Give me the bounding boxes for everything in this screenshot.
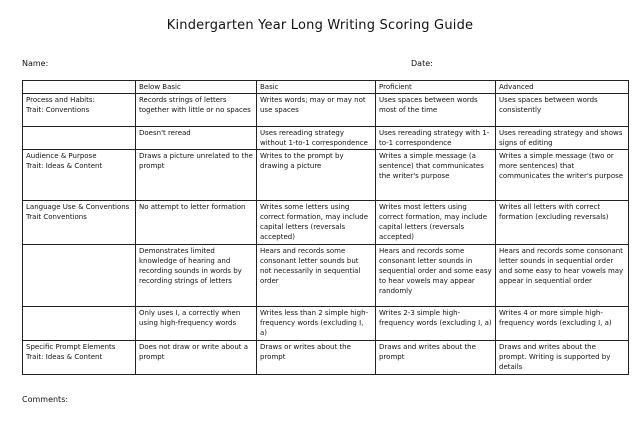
table-cell: Hears and records some consonant letter sounds in sequential order and some easy to hear vowels may appear randomly [376, 245, 496, 307]
table-row [23, 94, 629, 127]
table-cell: Writes words; may or may not use spaces [257, 94, 376, 127]
table-cell: Uses rereading strategy with 1-to-1 correspondence [376, 127, 496, 150]
table-cell: Writes most letters using correct formation, may include capital letters (reversals accepted) [376, 201, 496, 245]
row-label [23, 127, 136, 150]
table-cell: Hears and records some consonant letter sounds but not necessarily in sequential order [257, 245, 376, 307]
header-cell [23, 81, 136, 94]
table-row [23, 150, 629, 201]
table-cell: No attempt to letter formation [136, 201, 257, 245]
table-cell: Hears and records some consonant letter sounds in sequential order and some easy to hear vowels may appear in sequential order [496, 245, 629, 307]
table-row [23, 245, 629, 307]
table-cell: Uses spaces between words consistently [496, 94, 629, 127]
table-cell: Writes some letters using correct formation, may include capital letters (reversals accepted) [257, 201, 376, 245]
header-cell-basic: Basic [257, 81, 376, 94]
table-cell: Draws or writes about the prompt [257, 341, 376, 375]
row-label: Process and Habits: Trait: Conventions [23, 94, 136, 127]
page-title: Kindergarten Year Long Writing Scoring Guide [166, 18, 474, 33]
row-label [23, 307, 136, 341]
date-label: Date: [411, 59, 433, 68]
table-cell: Draws and writes about the prompt. Writing is supported by details [496, 341, 629, 375]
table-cell: Only uses I, a correctly when using high-frequency words [136, 307, 257, 341]
table-cell: Draws a picture unrelated to the prompt [136, 150, 257, 201]
table-cell: Records strings of letters together with little or no spaces [136, 94, 257, 127]
name-label: Name: [22, 59, 49, 68]
scoring-rubric-table [22, 80, 629, 375]
row-label: Specific Prompt Elements Trait: Ideas & Content [23, 341, 136, 375]
table-cell: Doesn't reread [136, 127, 257, 150]
header-row [23, 81, 629, 94]
comments-label: Comments: [22, 395, 69, 404]
header-cell-below-basic: Below Basic [136, 81, 257, 94]
table-row [23, 307, 629, 341]
table-cell: Uses rereading strategy without 1-to-1 correspondence [257, 127, 376, 150]
row-label: Audience & Purpose Trait: Ideas & Content [23, 150, 136, 201]
table-cell: Uses rereading strategy and shows signs of editing [496, 127, 629, 150]
table-cell: Writes less than 2 simple high-frequency words (excluding I, a) [257, 307, 376, 341]
table-cell: Writes all letters with correct formation (excluding reversals) [496, 201, 629, 245]
header-cell-proficient: Proficient [376, 81, 496, 94]
row-label [23, 245, 136, 307]
table-cell: Writes to the prompt by drawing a picture [257, 150, 376, 201]
table-cell: Demonstrates limited knowledge of hearing and recording sounds in words by recording strings of letters [136, 245, 257, 307]
table-cell: Writes 2-3 simple high-frequency words (excluding I, a) [376, 307, 496, 341]
table-cell: Uses spaces between words most of the time [376, 94, 496, 127]
table-cell: Writes a simple message (two or more sentences) that communicates the writer's purpose [496, 150, 629, 201]
row-label: Language Use & Conventions Trait Conventions [23, 201, 136, 245]
table-row [23, 201, 629, 245]
table-cell: Draws and writes about the prompt [376, 341, 496, 375]
table-row [23, 127, 629, 150]
table-cell: Does not draw or write about a prompt [136, 341, 257, 375]
table-cell: Writes a simple message (a sentence) that communicates the writer's purpose [376, 150, 496, 201]
table-row [23, 341, 629, 375]
table-cell: Writes 4 or more simple high-frequency words (excluding I, a) [496, 307, 629, 341]
header-cell-advanced: Advanced [496, 81, 629, 94]
